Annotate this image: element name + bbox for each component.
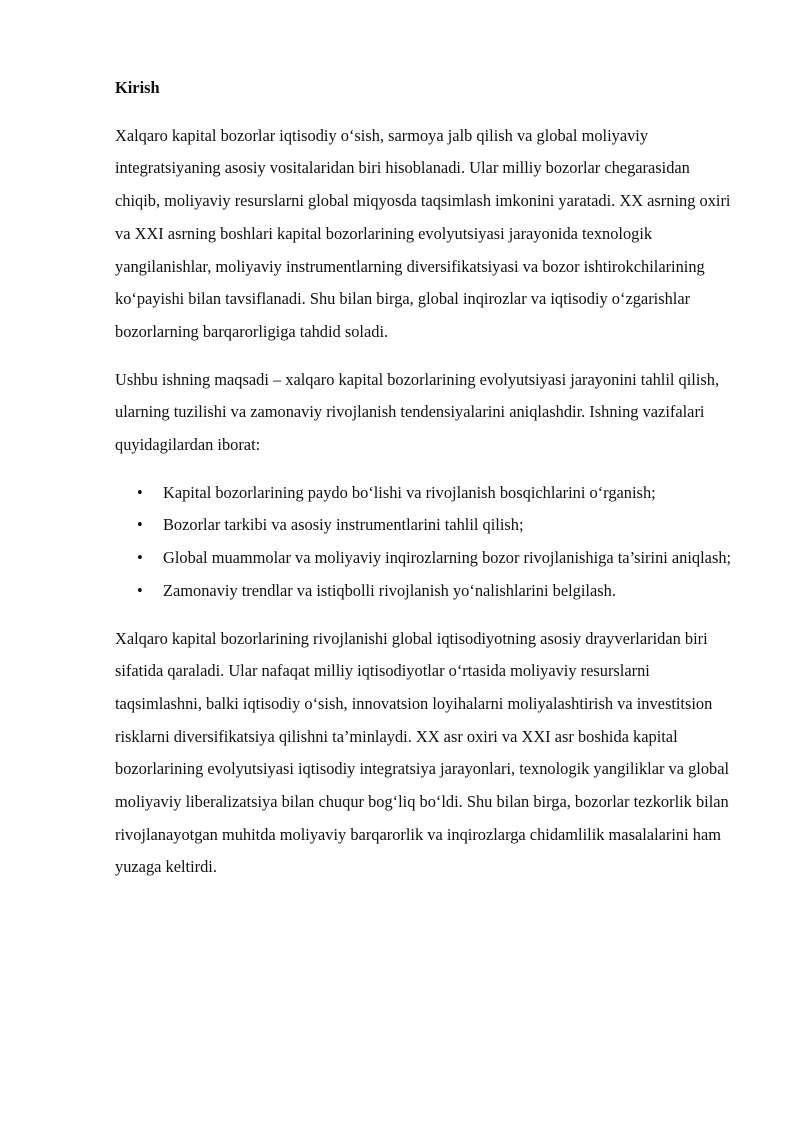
list-item-text: Zamonaviy trendlar va istiqbolli rivojlanish yo‘nalishlarini belgilash.: [163, 580, 616, 600]
intro-paragraph: Xalqaro kapital bozorlar iqtisodiy o‘sish, sarmoya jalb qilish va global moliyaviy integratsiyaning asosiy vositalaridan biri hisoblanadi. Ular milliy bozorlar chegarasidan chiqib, moliyaviy resurslarni global miqyosda taqsimlash imkonini yaratadi. XX asrning oxiri va XXI asrning boshlari kapital bozorlarining evolyutsiyasi jarayonida texnologik yangilanishlar, moliyaviy instrumentlarning diversifikatsiyasi va bozor ishtirokchilarining ko‘payishi bilan tavsiflanadi. Shu bilan birga, global inqirozlar va iqtisodiy o‘zgarishlar bozorlarning barqarorligiga tahdid soladi.: [115, 125, 731, 341]
bullet-icon: •: [137, 482, 143, 502]
task-list: [115, 477, 737, 608]
list-item: [115, 477, 737, 510]
list-item-text: Global muammolar va moliyaviy inqirozlarning bozor rivojlanishiga ta’sirini aniqlash;: [163, 548, 732, 568]
section-heading: Kirish: [115, 78, 160, 97]
list-item: [115, 575, 737, 608]
bullet-icon: •: [137, 580, 143, 600]
aim-paragraph: Ushbu ishning maqsadi – xalqaro kapital bozorlarining evolyutsiyasi jarayonini tahlil qilish, ularning tuzilishi va zamonaviy rivojlanish tendensiyalarini aniqlashdir. Ishning vazifalari quyidagilardan iborat:: [115, 369, 720, 455]
list-item-text: Kapital bozorlarining paydo bo‘lishi va rivojlanish bosqichlarini o‘rganish;: [163, 482, 656, 502]
development-paragraph: Xalqaro kapital bozorlarining rivojlanishi global iqtisodiyotning asosiy drayverlaridan biri sifatida qaraladi. Ular nafaqat milliy iqtisodiyotlar o‘rtasida moliyaviy resurslarni taqsimlashni, balki iqtisodiy o‘sish, innovatsion loyihalarni moliyalashtirish va investitsion risklarni diversifikatsiya qilishni ta’minlaydi. XX asr oxiri va XXI asr boshida kapital bozorlarining evolyutsiyasi iqtisodiy integratsiya jarayonlari, texnologik yangiliklar va global moliyaviy liberalizatsiya bilan chuqur bog‘liq bo‘ldi. Shu bilan birga, bozorlar tezkorlik bilan rivojlanayotgan muhitda moliyaviy barqarorlik va inqirozlarga chidamlilik masalalarini ham yuzaga keltirdi.: [115, 628, 730, 877]
list-item-text: Bozorlar tarkibi va asosiy instrumentlarini tahlil qilish;: [163, 515, 524, 535]
bullet-icon: •: [137, 515, 143, 535]
bullet-icon: •: [137, 548, 143, 568]
list-item: [115, 542, 737, 575]
list-item: [115, 509, 737, 542]
document-body: [115, 72, 737, 899]
